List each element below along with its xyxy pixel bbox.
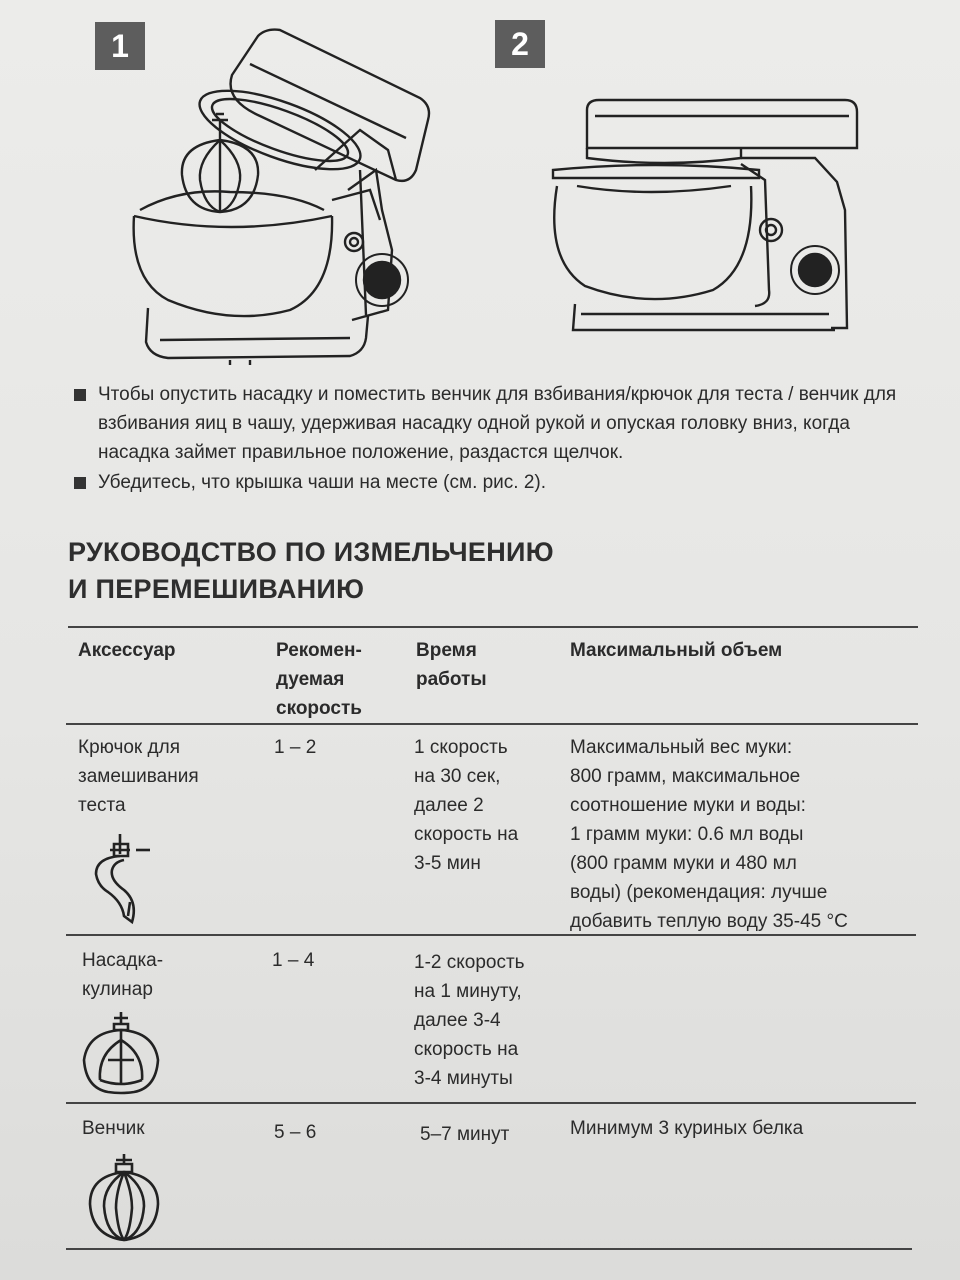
- bullet-square-icon: [74, 389, 86, 401]
- instruction-text: Убедитесь, что крышка чаши на месте (см. рис. 2).: [98, 472, 547, 493]
- row-accessory: Крючок для замешивания теста: [78, 737, 199, 816]
- dough-hook-icon: [84, 830, 156, 926]
- bullet-square-icon: [74, 477, 86, 489]
- mixer-head-down-illustration: [545, 90, 865, 340]
- flat-beater-icon: [78, 1010, 164, 1096]
- header-max-volume: Максимальный объем: [570, 640, 783, 661]
- header-time: Время работы: [416, 640, 487, 690]
- header-speed: Рекомен- дуемая скорость: [276, 640, 362, 719]
- section-title-line-1: РУКОВОДСТВО ПО ИЗМЕЛЬЧЕНИЮ: [68, 537, 554, 567]
- instruction-list: [74, 380, 924, 498]
- row-accessory: Венчик: [82, 1118, 145, 1139]
- row-speed: 1 – 4: [272, 950, 315, 971]
- section-title: [68, 534, 888, 608]
- table-bottom-rule: [66, 1248, 912, 1250]
- instruction-item: [74, 468, 924, 497]
- figure-2-number: 2: [511, 25, 529, 62]
- table-row-rule: [66, 1102, 916, 1104]
- whisk-icon: [84, 1152, 164, 1244]
- row-time: 1-2 скорость на 1 минуту, далее 3-4 скорость на 3-4 минуты: [414, 952, 525, 1089]
- row-speed: 5 – 6: [274, 1122, 317, 1143]
- section-title-line-2: И ПЕРЕМЕШИВАНИЮ: [68, 574, 365, 604]
- figure-1-number: 1: [111, 27, 129, 64]
- row-time: 1 скорость на 30 сек, далее 2 скорость на 3-5 мин: [414, 737, 519, 874]
- row-time: 5–7 минут: [420, 1124, 510, 1145]
- mixer-head-up-illustration: [120, 20, 460, 365]
- row-max-volume: Максимальный вес муки: 800 грамм, максимальное соотношение муки и воды: 1 грамм муки: 0.6 мл воды (800 грамм муки и 480 мл воды) (рекомендация: лучше добавить теплую воду 35-45 °С: [570, 737, 848, 932]
- table-top-rule: [68, 626, 918, 628]
- figure-2-badge: [495, 20, 545, 68]
- header-accessory: Аксессуар: [78, 640, 176, 661]
- instruction-text: Чтобы опустить насадку и поместить венчик для взбивания/крючок для теста / венчик для взбивания яиц в чашу, удерживая насадку одной рукой и опуская головку вниз, когда насадка займет правильное положение, раздастся щелчок.: [98, 384, 897, 463]
- row-max-volume: Минимум 3 куриных белка: [570, 1118, 804, 1139]
- row-speed: 1 – 2: [274, 737, 317, 758]
- row-accessory: Насадка- кулинар: [82, 950, 164, 1000]
- instruction-item: [74, 380, 924, 467]
- table-header-rule: [66, 723, 918, 725]
